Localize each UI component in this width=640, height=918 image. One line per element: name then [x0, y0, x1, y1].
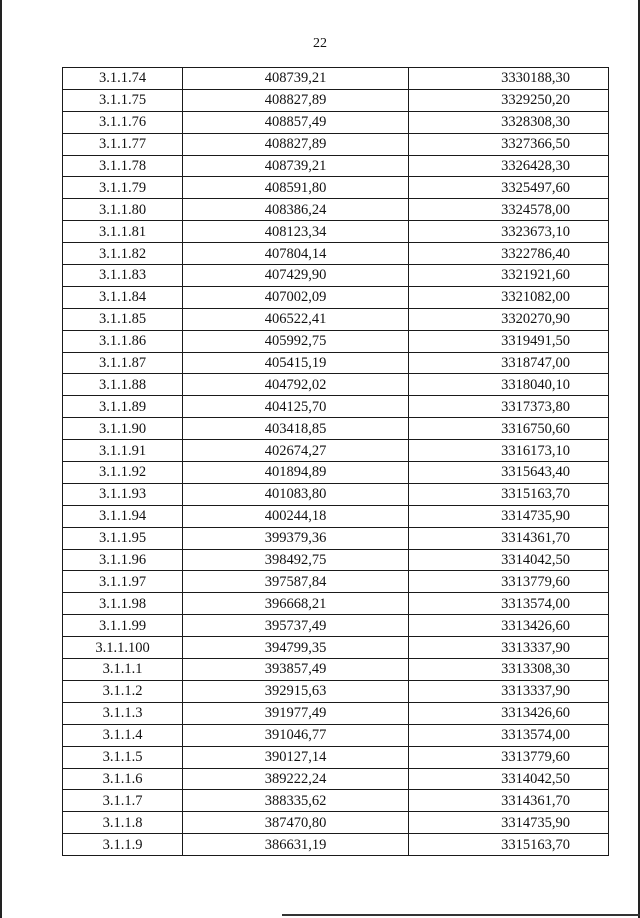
x-coordinate-cell: 401894,89 [183, 462, 409, 484]
x-coordinate-cell: 400244,18 [183, 505, 409, 527]
y-coordinate-cell: 3314361,70 [409, 527, 609, 549]
x-coordinate-cell: 402674,27 [183, 440, 409, 462]
table-row [63, 549, 609, 571]
point-id-cell: 3.1.1.100 [63, 637, 183, 659]
y-coordinate-cell: 3315643,40 [409, 462, 609, 484]
table-row [63, 571, 609, 593]
x-coordinate-cell: 394799,35 [183, 637, 409, 659]
y-coordinate-cell: 3313308,30 [409, 659, 609, 681]
table-row [63, 374, 609, 396]
x-coordinate-cell: 403418,85 [183, 418, 409, 440]
x-coordinate-cell: 390127,14 [183, 746, 409, 768]
point-id-cell: 3.1.1.93 [63, 483, 183, 505]
y-coordinate-cell: 3318040,10 [409, 374, 609, 396]
table-row [63, 834, 609, 856]
table-row [63, 724, 609, 746]
x-coordinate-cell: 404125,70 [183, 396, 409, 418]
table-row [63, 286, 609, 308]
y-coordinate-cell: 3326428,30 [409, 155, 609, 177]
y-coordinate-cell: 3321921,60 [409, 265, 609, 287]
point-id-cell: 3.1.1.98 [63, 593, 183, 615]
x-coordinate-cell: 404792,02 [183, 374, 409, 396]
y-coordinate-cell: 3315163,70 [409, 483, 609, 505]
table-row [63, 221, 609, 243]
y-coordinate-cell: 3317373,80 [409, 396, 609, 418]
table-row [63, 89, 609, 111]
y-coordinate-cell: 3314735,90 [409, 505, 609, 527]
point-id-cell: 3.1.1.91 [63, 440, 183, 462]
y-coordinate-cell: 3321082,00 [409, 286, 609, 308]
y-coordinate-cell: 3325497,60 [409, 177, 609, 199]
y-coordinate-cell: 3324578,00 [409, 199, 609, 221]
point-id-cell: 3.1.1.78 [63, 155, 183, 177]
x-coordinate-cell: 393857,49 [183, 659, 409, 681]
point-id-cell: 3.1.1.3 [63, 702, 183, 724]
x-coordinate-cell: 408827,89 [183, 89, 409, 111]
point-id-cell: 3.1.1.79 [63, 177, 183, 199]
y-coordinate-cell: 3318747,00 [409, 352, 609, 374]
point-id-cell: 3.1.1.76 [63, 111, 183, 133]
y-coordinate-cell: 3316750,60 [409, 418, 609, 440]
x-coordinate-cell: 407429,90 [183, 265, 409, 287]
point-id-cell: 3.1.1.1 [63, 659, 183, 681]
point-id-cell: 3.1.1.84 [63, 286, 183, 308]
table-row [63, 440, 609, 462]
table-row [63, 768, 609, 790]
x-coordinate-cell: 387470,80 [183, 812, 409, 834]
point-id-cell: 3.1.1.89 [63, 396, 183, 418]
point-id-cell: 3.1.1.85 [63, 308, 183, 330]
table-row [63, 265, 609, 287]
point-id-cell: 3.1.1.94 [63, 505, 183, 527]
table-row [63, 637, 609, 659]
x-coordinate-cell: 408386,24 [183, 199, 409, 221]
y-coordinate-cell: 3316173,10 [409, 440, 609, 462]
x-coordinate-cell: 408827,89 [183, 133, 409, 155]
x-coordinate-cell: 407804,14 [183, 243, 409, 265]
y-coordinate-cell: 3323673,10 [409, 221, 609, 243]
y-coordinate-cell: 3314361,70 [409, 790, 609, 812]
y-coordinate-cell: 3313574,00 [409, 724, 609, 746]
x-coordinate-cell: 392915,63 [183, 680, 409, 702]
point-id-cell: 3.1.1.6 [63, 768, 183, 790]
point-id-cell: 3.1.1.88 [63, 374, 183, 396]
x-coordinate-cell: 397587,84 [183, 571, 409, 593]
table-row [63, 68, 609, 90]
y-coordinate-cell: 3314735,90 [409, 812, 609, 834]
table-row [63, 680, 609, 702]
point-id-cell: 3.1.1.96 [63, 549, 183, 571]
table-row [63, 505, 609, 527]
x-coordinate-cell: 405992,75 [183, 330, 409, 352]
y-coordinate-cell: 3322786,40 [409, 243, 609, 265]
x-coordinate-cell: 399379,36 [183, 527, 409, 549]
x-coordinate-cell: 405415,19 [183, 352, 409, 374]
table-row [63, 243, 609, 265]
table-row [63, 396, 609, 418]
y-coordinate-cell: 3313779,60 [409, 746, 609, 768]
table-row [63, 483, 609, 505]
point-id-cell: 3.1.1.90 [63, 418, 183, 440]
point-id-cell: 3.1.1.83 [63, 265, 183, 287]
point-id-cell: 3.1.1.82 [63, 243, 183, 265]
point-id-cell: 3.1.1.86 [63, 330, 183, 352]
point-id-cell: 3.1.1.97 [63, 571, 183, 593]
y-coordinate-cell: 3313337,90 [409, 637, 609, 659]
table-row [63, 812, 609, 834]
y-coordinate-cell: 3315163,70 [409, 834, 609, 856]
y-coordinate-cell: 3314042,50 [409, 549, 609, 571]
x-coordinate-cell: 396668,21 [183, 593, 409, 615]
table-row [63, 111, 609, 133]
table-row [63, 199, 609, 221]
table-row [63, 462, 609, 484]
y-coordinate-cell: 3328308,30 [409, 111, 609, 133]
point-id-cell: 3.1.1.80 [63, 199, 183, 221]
point-id-cell: 3.1.1.99 [63, 615, 183, 637]
y-coordinate-cell: 3330188,30 [409, 68, 609, 90]
page-left-border [0, 0, 2, 918]
x-coordinate-cell: 406522,41 [183, 308, 409, 330]
table-row [63, 527, 609, 549]
y-coordinate-cell: 3314042,50 [409, 768, 609, 790]
table-row [63, 155, 609, 177]
y-coordinate-cell: 3313574,00 [409, 593, 609, 615]
point-id-cell: 3.1.1.81 [63, 221, 183, 243]
point-id-cell: 3.1.1.87 [63, 352, 183, 374]
table-row [63, 659, 609, 681]
x-coordinate-cell: 388335,62 [183, 790, 409, 812]
table-row [63, 615, 609, 637]
point-id-cell: 3.1.1.5 [63, 746, 183, 768]
table-row [63, 746, 609, 768]
x-coordinate-cell: 401083,80 [183, 483, 409, 505]
y-coordinate-cell: 3319491,50 [409, 330, 609, 352]
x-coordinate-cell: 408739,21 [183, 155, 409, 177]
y-coordinate-cell: 3313426,60 [409, 702, 609, 724]
point-id-cell: 3.1.1.7 [63, 790, 183, 812]
x-coordinate-cell: 408857,49 [183, 111, 409, 133]
x-coordinate-cell: 391046,77 [183, 724, 409, 746]
point-id-cell: 3.1.1.74 [63, 68, 183, 90]
bottom-edge-line [282, 914, 640, 916]
x-coordinate-cell: 386631,19 [183, 834, 409, 856]
y-coordinate-cell: 3313337,90 [409, 680, 609, 702]
x-coordinate-cell: 408591,80 [183, 177, 409, 199]
x-coordinate-cell: 398492,75 [183, 549, 409, 571]
point-id-cell: 3.1.1.95 [63, 527, 183, 549]
y-coordinate-cell: 3313426,60 [409, 615, 609, 637]
point-id-cell: 3.1.1.75 [63, 89, 183, 111]
table-row [63, 177, 609, 199]
table-row [63, 308, 609, 330]
x-coordinate-cell: 408739,21 [183, 68, 409, 90]
table-row [63, 133, 609, 155]
page-number: 22 [313, 36, 327, 51]
y-coordinate-cell: 3320270,90 [409, 308, 609, 330]
point-id-cell: 3.1.1.92 [63, 462, 183, 484]
point-id-cell: 3.1.1.9 [63, 834, 183, 856]
y-coordinate-cell: 3327366,50 [409, 133, 609, 155]
x-coordinate-cell: 389222,24 [183, 768, 409, 790]
x-coordinate-cell: 408123,34 [183, 221, 409, 243]
table-row [63, 702, 609, 724]
coordinates-table [62, 67, 609, 856]
y-coordinate-cell: 3329250,20 [409, 89, 609, 111]
x-coordinate-cell: 391977,49 [183, 702, 409, 724]
table-row [63, 352, 609, 374]
point-id-cell: 3.1.1.8 [63, 812, 183, 834]
table-row [63, 593, 609, 615]
y-coordinate-cell: 3313779,60 [409, 571, 609, 593]
point-id-cell: 3.1.1.77 [63, 133, 183, 155]
coordinates-table-body [63, 68, 609, 856]
point-id-cell: 3.1.1.4 [63, 724, 183, 746]
x-coordinate-cell: 407002,09 [183, 286, 409, 308]
x-coordinate-cell: 395737,49 [183, 615, 409, 637]
table-row [63, 418, 609, 440]
point-id-cell: 3.1.1.2 [63, 680, 183, 702]
table-row [63, 330, 609, 352]
table-row [63, 790, 609, 812]
